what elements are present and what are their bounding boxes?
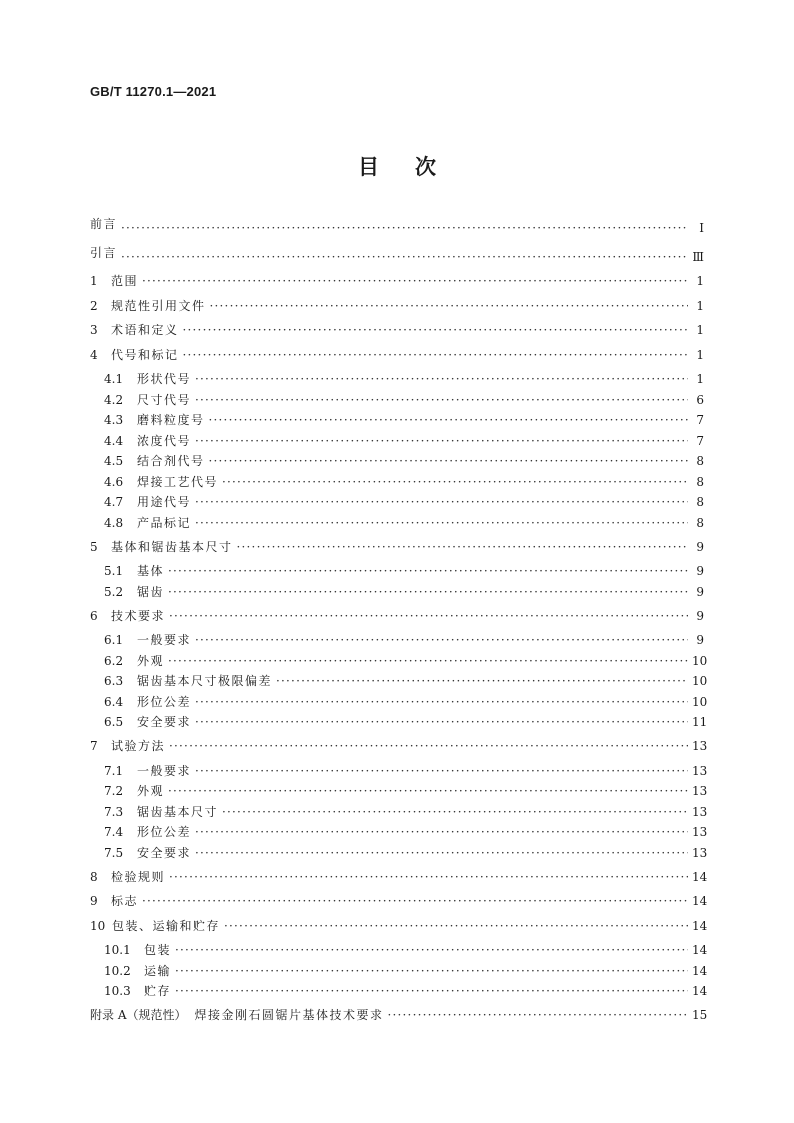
toc-section-label: 基体和锯齿基本尺寸 xyxy=(111,539,233,554)
toc-section-number: 5.1 xyxy=(104,564,124,578)
toc-entry-text xyxy=(90,348,179,363)
toc-page-number: 6 xyxy=(696,392,704,407)
toc-page-number: 8 xyxy=(696,515,704,530)
toc-entry[interactable] xyxy=(90,1008,708,1023)
toc-section-number: 4.4 xyxy=(104,433,124,448)
toc-section-label: 一般要求 xyxy=(137,763,192,778)
toc-dot-leader xyxy=(195,516,688,531)
toc-entry-text xyxy=(90,633,191,648)
toc-entry-text xyxy=(90,1008,384,1023)
toc-entry[interactable] xyxy=(90,918,708,934)
toc-dot-leader xyxy=(168,654,688,669)
toc-entry[interactable] xyxy=(90,869,708,885)
toc-page-number: 14 xyxy=(692,943,708,957)
toc-section-label: 范围 xyxy=(111,274,139,288)
toc-dot-leader xyxy=(388,1008,689,1023)
toc-entry[interactable] xyxy=(90,984,708,999)
toc-page-number: 9 xyxy=(696,633,704,647)
toc-page-number: 1 xyxy=(696,274,704,288)
toc-entry[interactable] xyxy=(90,694,708,710)
toc-section-label: 检验规则 xyxy=(111,869,166,884)
toc-section-label: 安全要求 xyxy=(137,715,192,729)
toc-entry[interactable] xyxy=(90,609,704,624)
toc-dot-leader xyxy=(142,894,688,909)
toc-section-label: 用途代号 xyxy=(137,495,192,509)
toc-section-label: 磨料粒度号 xyxy=(137,413,205,427)
toc-section-number: 7.2 xyxy=(104,784,124,798)
toc-section-number: 4.8 xyxy=(104,515,124,530)
toc-entry-text xyxy=(90,825,191,840)
toc-page-number: 14 xyxy=(692,894,708,908)
toc-dot-leader xyxy=(209,413,688,428)
toc-entry[interactable] xyxy=(90,943,708,958)
toc-entry-text xyxy=(90,846,191,861)
toc-section-label: 技术要求 xyxy=(111,608,166,623)
toc-dot-leader xyxy=(237,540,688,555)
toc-entry-text xyxy=(90,323,179,338)
toc-section-number: 9 xyxy=(90,894,98,908)
toc-dot-leader xyxy=(121,221,688,236)
toc-section-number: 4 xyxy=(90,347,98,362)
toc-section-label: 焊接金刚石圆锯片基体技术要求 xyxy=(194,1008,384,1022)
toc-entry-text xyxy=(90,475,218,490)
toc-entry-text xyxy=(90,393,191,408)
toc-page-number: Ⅲ xyxy=(692,249,704,264)
toc-section-label: 引言 xyxy=(90,245,118,260)
toc-dot-leader xyxy=(168,784,688,799)
toc-section-label: 运输 xyxy=(144,963,172,978)
toc-section-label: 前言 xyxy=(90,217,118,231)
toc-section-label: 一般要求 xyxy=(137,633,192,647)
toc-entry[interactable] xyxy=(90,495,704,510)
toc-entry[interactable] xyxy=(90,894,708,909)
toc-entry-text xyxy=(90,434,191,449)
toc-section-number: 7.3 xyxy=(104,804,124,819)
toc-section-label: 锯齿 xyxy=(137,584,165,599)
toc-section-number: 8 xyxy=(90,869,98,884)
toc-dot-leader xyxy=(169,739,688,754)
table-of-contents xyxy=(90,217,708,1033)
toc-section-label: 包装、运输和贮存 xyxy=(112,918,221,933)
toc-entry-text xyxy=(90,495,191,510)
toc-section-label: 锯齿基本尺寸 xyxy=(137,804,219,819)
toc-section-number: 4.1 xyxy=(104,372,124,386)
toc-section-number: 7.1 xyxy=(104,763,124,778)
toc-entry-text xyxy=(90,674,272,689)
toc-entry[interactable] xyxy=(90,633,704,648)
toc-page-number: 9 xyxy=(696,539,704,554)
toc-page-number: 13 xyxy=(692,845,708,860)
toc-section-number: 5.2 xyxy=(104,584,124,599)
toc-page-number: 8 xyxy=(696,474,704,489)
toc-entry-text xyxy=(90,984,171,999)
toc-entry[interactable] xyxy=(90,825,708,840)
toc-section-number: 10.2 xyxy=(104,963,131,978)
toc-dot-leader xyxy=(195,825,688,840)
toc-dot-leader xyxy=(276,674,688,689)
toc-dot-leader xyxy=(222,805,688,820)
toc-section-label: 锯齿基本尺寸极限偏差 xyxy=(137,674,273,688)
toc-entry-text xyxy=(90,805,218,820)
toc-entry[interactable] xyxy=(90,372,704,387)
toc-entry-text xyxy=(90,943,171,958)
toc-section-label: 形位公差 xyxy=(137,825,192,839)
toc-section-number: 10 xyxy=(90,918,106,933)
toc-entry-text xyxy=(90,274,138,289)
toc-page-number: 11 xyxy=(692,715,708,729)
toc-page-number: 14 xyxy=(692,984,708,998)
toc-section-number: 4.2 xyxy=(104,392,124,407)
toc-dot-leader xyxy=(175,984,688,999)
toc-dot-leader xyxy=(195,846,688,861)
toc-entry[interactable] xyxy=(90,299,704,314)
toc-dot-leader xyxy=(195,715,688,730)
toc-page-number: 13 xyxy=(692,825,708,839)
toc-entry[interactable] xyxy=(90,564,704,579)
toc-entry[interactable] xyxy=(90,540,704,555)
toc-section-label: 形状代号 xyxy=(137,372,192,386)
toc-page-number: 14 xyxy=(692,869,708,884)
toc-dot-leader xyxy=(195,695,688,710)
toc-entry[interactable] xyxy=(90,963,708,979)
toc-entry[interactable] xyxy=(90,653,708,669)
toc-page-number: 14 xyxy=(692,963,708,978)
toc-section-label: 结合剂代号 xyxy=(137,454,205,468)
toc-page-number: 14 xyxy=(692,918,708,933)
toc-section-label: 安全要求 xyxy=(137,845,192,860)
toc-entry-text xyxy=(90,764,191,779)
toc-section-number: 3 xyxy=(90,323,98,337)
page-title: 目次 xyxy=(358,154,472,179)
toc-dot-leader xyxy=(195,434,688,449)
toc-section-number: 6.5 xyxy=(104,715,124,729)
toc-section-label: 标志 xyxy=(111,894,139,908)
toc-section-number: 10.3 xyxy=(104,984,131,998)
toc-page-number: 13 xyxy=(692,763,708,778)
toc-page-number: 13 xyxy=(692,739,708,753)
toc-dot-leader xyxy=(175,943,688,958)
toc-entry[interactable] xyxy=(90,274,704,289)
toc-dot-leader xyxy=(210,299,688,314)
toc-section-number: 7 xyxy=(90,739,98,753)
toc-dot-leader xyxy=(183,348,688,363)
toc-page-number: 9 xyxy=(696,564,704,578)
toc-entry-text xyxy=(90,246,117,261)
toc-page-number: 10 xyxy=(692,674,708,688)
toc-entry-text xyxy=(90,585,164,600)
toc-section-number: 6 xyxy=(90,608,98,623)
toc-entry-text xyxy=(90,919,220,934)
toc-section-label: 代号和标记 xyxy=(111,347,179,362)
toc-entry[interactable] xyxy=(90,246,704,265)
toc-page-number: 1 xyxy=(696,347,704,362)
toc-entry[interactable] xyxy=(90,475,704,490)
toc-entry-text xyxy=(90,695,191,710)
toc-section-number: 7.5 xyxy=(104,845,124,860)
toc-page-number: 8 xyxy=(696,495,704,509)
toc-section-label: 外观 xyxy=(137,653,165,668)
toc-page-number: 1 xyxy=(696,323,704,337)
toc-section-label: 包装 xyxy=(144,943,172,957)
toc-entry-text xyxy=(90,609,165,624)
toc-page-number: 9 xyxy=(696,584,704,599)
toc-entry-text xyxy=(90,894,138,909)
toc-section-label: 规范性引用文件 xyxy=(111,298,206,313)
toc-section-number: 6.2 xyxy=(104,653,124,668)
toc-dot-leader xyxy=(195,372,688,387)
toc-entry-text xyxy=(90,299,206,314)
toc-page-number: 1 xyxy=(696,372,704,386)
toc-dot-leader xyxy=(224,919,688,934)
standard-number: GB/T 11270.1—2021 xyxy=(90,84,217,99)
toc-section-label: 产品标记 xyxy=(137,515,192,530)
toc-section-label: 形位公差 xyxy=(137,694,192,709)
toc-entry-text xyxy=(90,964,171,979)
toc-entry[interactable] xyxy=(90,413,704,428)
toc-entry[interactable] xyxy=(90,739,708,754)
toc-section-number: 4.3 xyxy=(104,413,124,427)
toc-entry-text xyxy=(90,564,164,579)
toc-section-number: 6.1 xyxy=(104,633,124,647)
toc-dot-leader xyxy=(195,633,688,648)
toc-page-number: 13 xyxy=(692,804,708,819)
toc-entry-text xyxy=(90,413,205,428)
toc-entry-text xyxy=(90,784,164,799)
toc-entry-text xyxy=(90,217,117,232)
toc-page-number: 7 xyxy=(696,433,704,448)
toc-section-number: 7.4 xyxy=(104,825,124,839)
toc-page-number: 8 xyxy=(696,454,704,468)
toc-entry-text xyxy=(90,372,191,387)
toc-dot-leader xyxy=(121,250,688,265)
toc-entry[interactable] xyxy=(90,217,704,236)
toc-section-number: 4.7 xyxy=(104,495,124,509)
toc-entry-text xyxy=(90,654,164,669)
toc-dot-leader xyxy=(195,393,688,408)
toc-section-number: 4.6 xyxy=(104,474,124,489)
toc-dot-leader xyxy=(168,564,688,579)
toc-entry[interactable] xyxy=(90,585,704,600)
toc-page-number: 1 xyxy=(696,298,704,313)
toc-page-number: Ⅰ xyxy=(699,221,704,235)
toc-page-number: 10 xyxy=(692,653,708,668)
toc-page-number: 7 xyxy=(696,413,704,427)
toc-entry-text xyxy=(90,715,191,730)
toc-entry[interactable] xyxy=(90,804,708,820)
toc-dot-leader xyxy=(222,475,688,490)
toc-section-label: 焊接工艺代号 xyxy=(137,474,219,489)
toc-entry[interactable] xyxy=(90,434,704,449)
toc-section-number: 附录 A（规范性） xyxy=(90,1008,187,1022)
toc-section-label: 贮存 xyxy=(144,984,172,998)
toc-entry[interactable] xyxy=(90,323,704,338)
toc-entry[interactable] xyxy=(90,784,708,799)
toc-dot-leader xyxy=(195,764,688,779)
toc-entry-text xyxy=(90,454,205,469)
toc-section-label: 浓度代号 xyxy=(137,433,192,448)
toc-dot-leader xyxy=(209,454,688,469)
toc-section-label: 术语和定义 xyxy=(111,323,179,337)
toc-section-number: 10.1 xyxy=(104,943,131,957)
toc-entry[interactable] xyxy=(90,763,708,779)
toc-entry[interactable] xyxy=(90,348,704,363)
toc-dot-leader xyxy=(168,585,688,600)
toc-entry[interactable] xyxy=(90,516,704,531)
toc-entry[interactable] xyxy=(90,454,704,469)
toc-dot-leader xyxy=(175,964,688,979)
toc-section-number: 6.4 xyxy=(104,694,124,709)
toc-page-number: 9 xyxy=(696,608,704,623)
toc-entry-text xyxy=(90,739,165,754)
toc-section-number: 1 xyxy=(90,274,98,288)
toc-section-label: 基体 xyxy=(137,564,165,578)
toc-dot-leader xyxy=(142,274,688,289)
toc-entry[interactable] xyxy=(90,674,708,689)
toc-page-number: 13 xyxy=(692,784,708,798)
toc-dot-leader xyxy=(195,495,688,510)
toc-page-number: 15 xyxy=(692,1008,708,1022)
toc-section-label: 试验方法 xyxy=(111,739,166,753)
toc-entry[interactable] xyxy=(90,845,708,861)
toc-section-number: 2 xyxy=(90,298,98,313)
toc-page-number: 10 xyxy=(692,694,708,709)
toc-entry[interactable] xyxy=(90,393,704,408)
toc-dot-leader xyxy=(183,323,688,338)
toc-entry-text xyxy=(90,516,191,531)
toc-section-number: 4.5 xyxy=(104,454,124,468)
toc-section-number: 5 xyxy=(90,539,98,554)
toc-dot-leader xyxy=(169,870,688,885)
toc-dot-leader xyxy=(169,609,688,624)
toc-section-label: 尺寸代号 xyxy=(137,392,192,407)
toc-section-number: 6.3 xyxy=(104,674,124,688)
toc-entry[interactable] xyxy=(90,715,708,730)
toc-section-label: 外观 xyxy=(137,784,165,798)
toc-entry-text xyxy=(90,540,233,555)
toc-entry-text xyxy=(90,870,165,885)
